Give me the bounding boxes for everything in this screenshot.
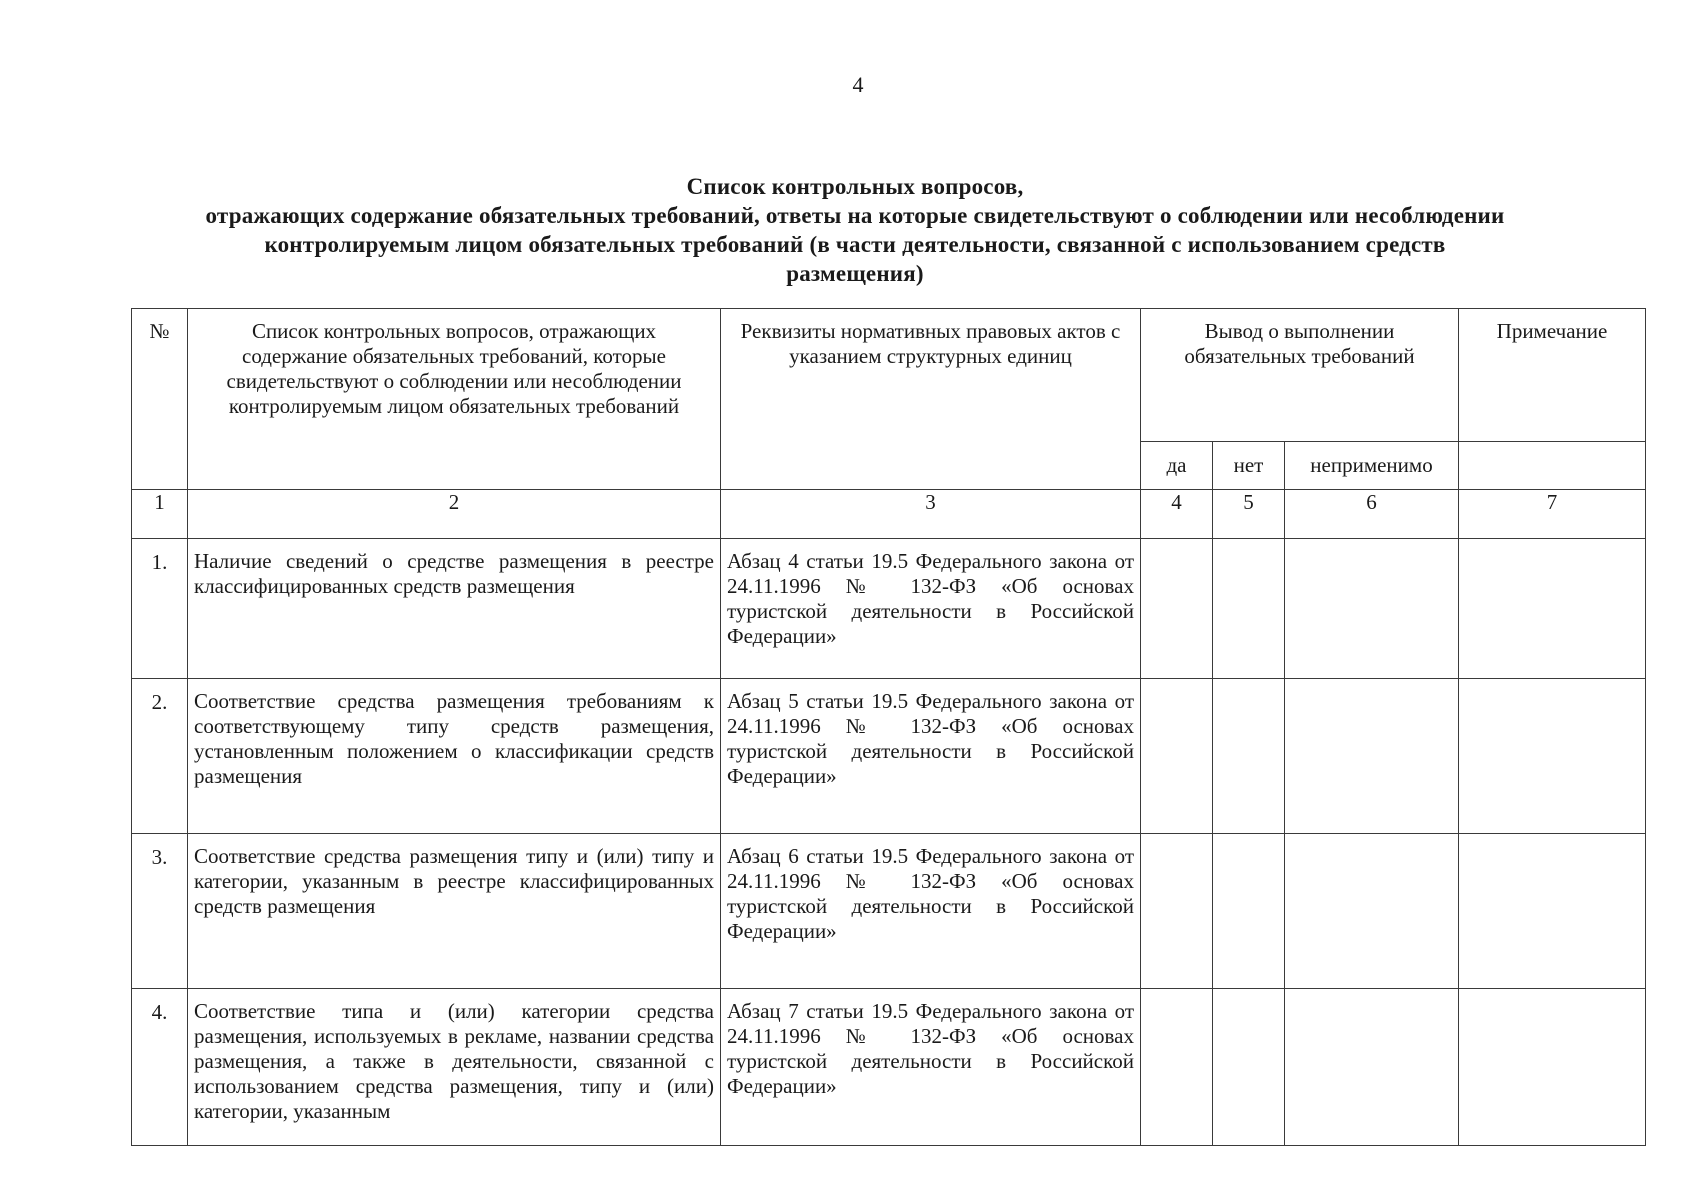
row-requisites: Абзац 7 статьи 19.5 Федерального закона от 24.11.1996 № 132-ФЗ «Об основах туристской деятельности в Российской Федерации» [721, 989, 1141, 1146]
column-number: 5 [1213, 490, 1285, 539]
title-line: отражающих содержание обязательных требований, ответы на которые свидетельствуют о соблюдении или несоблюдении [205, 203, 1505, 228]
header-note-empty [1459, 442, 1646, 490]
title-line: Список контрольных вопросов, [686, 174, 1024, 199]
row-number: 3. [132, 834, 188, 989]
answer-not-applicable-cell[interactable] [1285, 679, 1459, 834]
document-title [120, 172, 1590, 288]
header-no-answer: нет [1213, 442, 1285, 490]
table-row [132, 989, 1646, 1146]
note-cell[interactable] [1459, 989, 1646, 1146]
answer-not-applicable-cell[interactable] [1285, 539, 1459, 679]
answer-not-applicable-cell[interactable] [1285, 989, 1459, 1146]
title-line: размещения) [786, 261, 924, 286]
note-cell[interactable] [1459, 679, 1646, 834]
row-question: Наличие сведений о средстве размещения в реестре классифицированных средств размещения [188, 539, 721, 679]
header-note: Примечание [1459, 309, 1646, 442]
answer-no-cell[interactable] [1213, 989, 1285, 1146]
answer-not-applicable-cell[interactable] [1285, 834, 1459, 989]
column-number: 4 [1141, 490, 1213, 539]
row-question: Соответствие типа и (или) категории средства размещения, используемых в рекламе, названии средства размещения, а также в деятельности, связанной с использованием средства размещения, типу и (или) категории, указанным [188, 989, 721, 1146]
table-row [132, 539, 1646, 679]
answer-no-cell[interactable] [1213, 679, 1285, 834]
checklist-table [131, 308, 1646, 1146]
answer-yes-cell[interactable] [1141, 679, 1213, 834]
header-questions: Список контрольных вопросов, отражающих содержание обязательных требований, которые свидетельствуют о соблюдении или несоблюдении контролируемым лицом обязательных требований [188, 309, 721, 490]
answer-no-cell[interactable] [1213, 539, 1285, 679]
row-number: 1. [132, 539, 188, 679]
header-conclusion: Вывод о выполнении обязательных требований [1141, 309, 1459, 442]
row-requisites: Абзац 6 статьи 19.5 Федерального закона от 24.11.1996 № 132-ФЗ «Об основах туристской деятельности в Российской Федерации» [721, 834, 1141, 989]
note-cell[interactable] [1459, 834, 1646, 989]
row-question: Соответствие средства размещения требованиям к соответствующему типу средств размещения, установленным положением о классификации средств размещения [188, 679, 721, 834]
header-yes: да [1141, 442, 1213, 490]
answer-yes-cell[interactable] [1141, 539, 1213, 679]
title-line: контролируемым лицом обязательных требований (в части деятельности, связанной с использованием средств [264, 232, 1446, 257]
column-number: 2 [188, 490, 721, 539]
header-requisites: Реквизиты нормативных правовых актов с указанием структурных единиц [721, 309, 1141, 490]
header-row [132, 309, 1646, 442]
table-row [132, 679, 1646, 834]
answer-yes-cell[interactable] [1141, 989, 1213, 1146]
column-number: 6 [1285, 490, 1459, 539]
row-requisites: Абзац 4 статьи 19.5 Федерального закона от 24.11.1996 № 132-ФЗ «Об основах туристской деятельности в Российской Федерации» [721, 539, 1141, 679]
table-row [132, 834, 1646, 989]
column-number: 1 [132, 490, 188, 539]
row-number: 4. [132, 989, 188, 1146]
header-number: № [132, 309, 188, 490]
header-not-applicable: неприменимо [1285, 442, 1459, 490]
column-number-row [132, 490, 1646, 539]
column-number: 3 [721, 490, 1141, 539]
row-requisites: Абзац 5 статьи 19.5 Федерального закона от 24.11.1996 № 132-ФЗ «Об основах туристской деятельности в Российской Федерации» [721, 679, 1141, 834]
note-cell[interactable] [1459, 539, 1646, 679]
column-number: 7 [1459, 490, 1646, 539]
row-question: Соответствие средства размещения типу и (или) типу и категории, указанным в реестре классифицированных средств размещения [188, 834, 721, 989]
page-number: 4 [852, 72, 864, 97]
answer-no-cell[interactable] [1213, 834, 1285, 989]
answer-yes-cell[interactable] [1141, 834, 1213, 989]
row-number: 2. [132, 679, 188, 834]
